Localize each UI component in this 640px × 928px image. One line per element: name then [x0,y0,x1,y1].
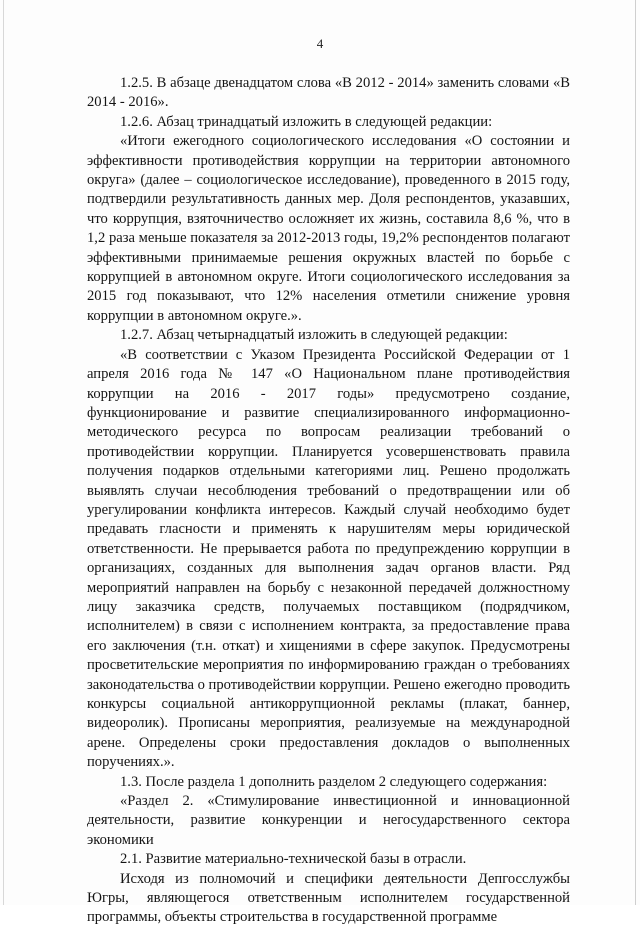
paragraph-2-1: 2.1. Развитие материально-технической базы в отрасли. [120,851,467,868]
paragraph-1-2-5: 1.2.5. В абзаце двенадцатом слова «В 2012 - 2014» заменить словами «В 2014 - 2016». [87,75,570,111]
scan-edge-right [635,0,636,905]
paragraph-powers: Исходя из полномочий и специфики деятельности Депгосслужбы Югры, являющегося ответственным исполнителем государственной программы, объекты строительства в государственной программе [87,870,570,926]
document-body [87,74,570,928]
page-number: 4 [316,36,324,51]
paragraph-quote-survey: «Итоги ежегодного социологического исследования «О состоянии и эффективности противодействия коррупции на территории автономного округа» (далее – социологическое исследование), проведенного в 2015 году, подтвердили результативность данных мер. Доля респондентов, указавших, что коррупция, взяточничество осложняет их жизнь, составила 8,6 %, что в 1,2 раза меньше показателя за 2012-2013 годы, 19,2% респондентов полагают эффективными принимаемые решения окружных властей по борьбе с коррупцией в автономном округе. Итоги социологического исследования за 2015 год показывают, что 12% населения отметили снижение уровня коррупции в автономном округе.». [87,133,570,324]
paragraph-1-3: 1.3. После раздела 1 дополнить разделом 2 следующего содержания: [120,773,548,790]
paragraph-quote-decree: «В соответствии с Указом Президента Российской Федерации от 1 апреля 2016 года № 147 «О Национальном плане противодействия коррупции на 2016 - 2017 годы» предусмотрено создание, функционирование и развитие специализированного информационно-методического ресурса по вопросам реализации требований о противодействии коррупции. Планируется усовершенствовать правила получения подарков отдельными категориями лиц. Решено продолжать выявлять случаи несоблюдения требований о предотвращении или об урегулировании конфликта интересов. Каждый случай необходимо будет предавать гласности и применять к нарушителям меры юридической ответственности. Не прерывается работа по предупреждению коррупции в организациях, созданных для выполнения задач органов власти. Ряд мероприятий направлен на борьбу с незаконной передачей должностному лицу заказчика средств, получаемых поставщиком (подрядчиком, исполнителем) в связи с исполнением контракта, за предоставление права его заключения (т.н. откат) и хищениями в сфере закупок. Предусмотрены просветительские мероприятия по информированию граждан о требованиях законодательства о противодействии коррупции. Решено ежегодно проводить конкурсы социальной антикоррупционной рекламы (плакат, баннер, видеоролик). Прописаны мероприятия, реализуемые на международной арене. Определены сроки предоставления докладов о выполненных поручениях.». [87,346,570,771]
paragraph-1-2-6: 1.2.6. Абзац тринадцатый изложить в следующей редакции: [120,113,493,130]
paragraph-section-2-title: «Раздел 2. «Стимулирование инвестиционной и инновационной деятельности, развитие конкуренции и негосударственного сектора экономики [87,793,570,848]
scan-edge-left [3,0,4,905]
paragraph-1-2-7: 1.2.7. Абзац четырнадцатый изложить в следующей редакции: [120,327,508,344]
